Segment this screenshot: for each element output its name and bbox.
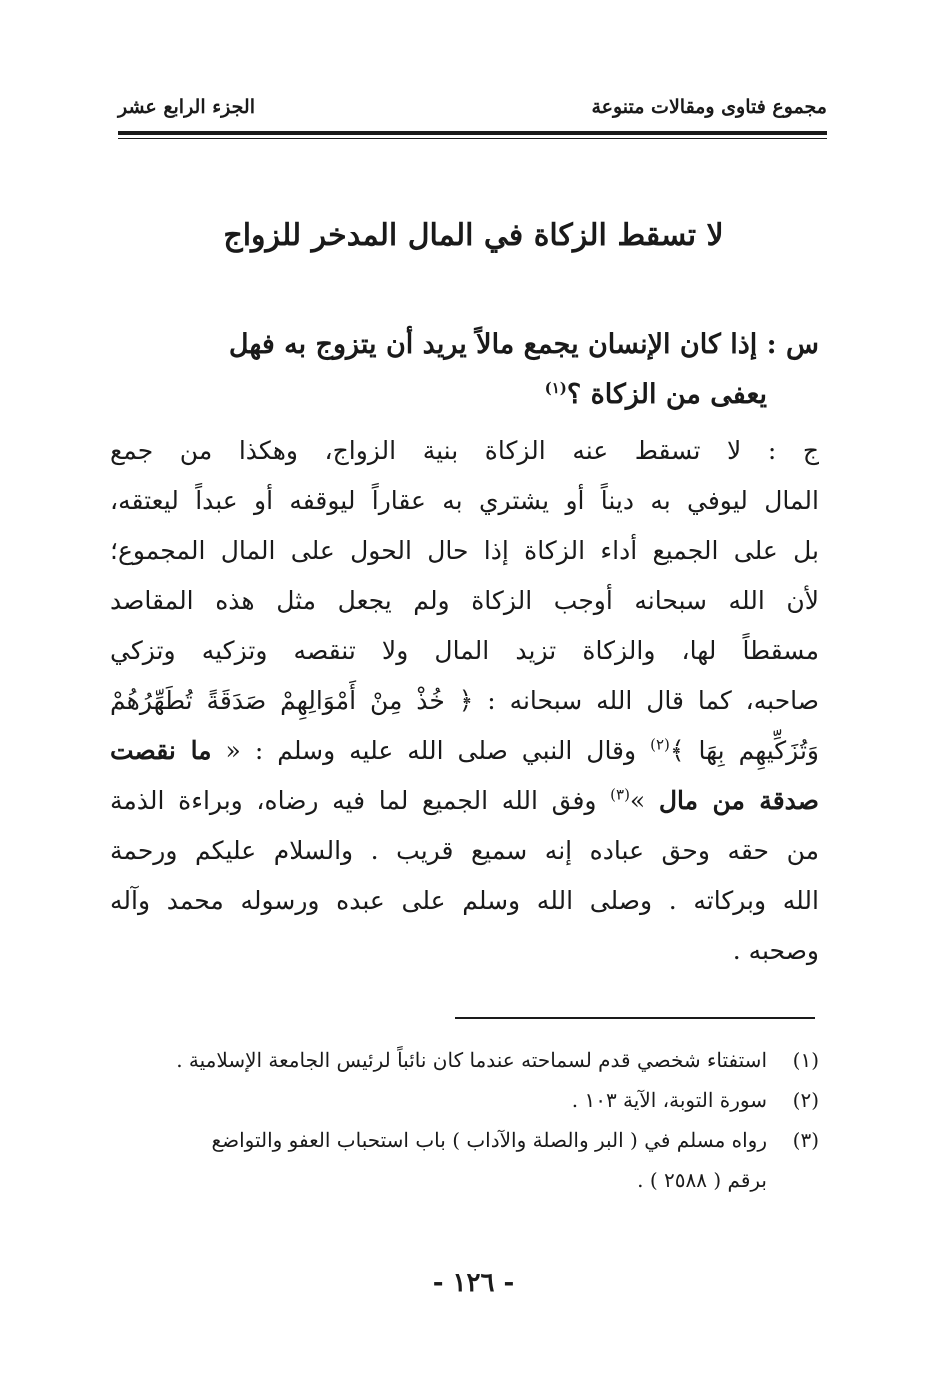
answer-line: مسقطاً لها، والزكاة تزيد المال ولا تنقصه وتزكيه وتزكي [110, 636, 819, 665]
hadith-text: صدقة من مال [658, 786, 819, 815]
answer-block [110, 426, 819, 976]
answer-line: بل على الجميع أداء الزكاة إذا حال الحول على المال المجموع؛ [110, 536, 819, 565]
footnote-ref: (٢) [650, 735, 670, 754]
footnote-text: رواه مسلم في ( البر والصلة والآداب ) باب استحباب العفو والتواضع [211, 1128, 767, 1152]
answer-text: وفق الله الجميع لما فيه رضاه، وبراءة الذمة [110, 786, 611, 815]
answer-line: لأن الله سبحانه أوجب الزكاة ولم يجعل مثل هذه المقاصد [110, 586, 819, 615]
answer-line: صاحبه، كما قال الله سبحانه : ﴿ خُذْ مِنْ أَمْوَالِهِمْ صَدَقَةً تُطَهِّرُهُمْ [110, 686, 819, 715]
answer-line: وصحبه . [732, 936, 819, 965]
answer-line [110, 726, 819, 776]
footnote-number: (٣) [792, 1128, 819, 1152]
answer-line: المال ليوفي به ديناً أو يشتري به عقاراً ليوقفه أو عبداً ليعتقه، [110, 486, 819, 515]
footnote-separator [455, 1017, 815, 1019]
answer-line: الله وبركاته . وصلى الله وسلم على عبده ورسوله محمد وآله [110, 886, 819, 915]
footnote-ref: (٣) [610, 785, 630, 804]
hadith-intro: وقال النبي صلى الله عليه وسلم : « [211, 736, 651, 765]
question-line [110, 370, 819, 420]
page-number: - ١٢٦ - [432, 1268, 515, 1298]
book-title: مجموع فتاوى ومقالات متنوعة [591, 96, 827, 118]
footnote-ref: (١) [544, 379, 567, 397]
footnote-3 [105, 1120, 819, 1160]
footnotes [105, 1040, 819, 1200]
footnote-number: (١) [792, 1048, 819, 1072]
footnote-1 [105, 1040, 819, 1080]
running-header [118, 96, 827, 126]
footnote-text: استفتاء شخصي قدم لسماحته عندما كان نائباً لرئيس الجامعة الإسلامية . [176, 1048, 767, 1072]
volume-label: الجزء الرابع عشر [118, 96, 255, 118]
hadith-text: ما نقصت [110, 736, 212, 765]
question-block [110, 320, 819, 420]
header-rule-thick [118, 131, 827, 135]
footnote-text: سورة التوبة، الآية ١٠٣ . [571, 1088, 767, 1112]
answer-line: ج : لا تسقط عنه الزكاة بنية الزواج، وهكذا من جمع [110, 436, 819, 465]
quran-verse-end: وَتُزَكِّيهِم بِهَا ﴾ [669, 736, 819, 765]
answer-line [110, 776, 819, 826]
footnote-2 [105, 1080, 819, 1120]
hadith-close: » [629, 786, 659, 815]
question-line: س : إذا كان الإنسان يجمع مالاً يريد أن يتزوج به فهل [228, 329, 819, 360]
header-rule-thin [118, 138, 827, 139]
answer-line: من حقه وحق عباده إنه سميع قريب . والسلام عليكم ورحمة [110, 836, 819, 865]
footnote-3-continuation: برقم ( ٢٥٨٨ ) . [637, 1168, 767, 1192]
footnote-number: (٢) [792, 1088, 819, 1112]
question-text: يعفى من الزكاة ؟ [566, 379, 767, 410]
article-title: لا تسقط الزكاة في المال المدخر للزواج [223, 218, 724, 253]
